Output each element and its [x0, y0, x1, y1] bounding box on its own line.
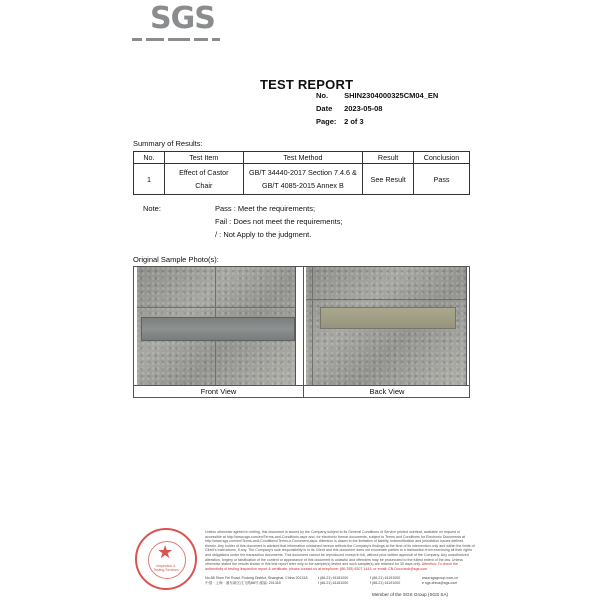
report-date-label: Date — [316, 104, 333, 113]
report-date — [316, 104, 382, 113]
stamp-text: Inspection & Testing Services — [153, 564, 179, 572]
summary-label: Summary of Results: — [133, 139, 203, 148]
front-view-photo — [137, 267, 296, 385]
report-title: TEST REPORT — [260, 77, 354, 92]
back-view-caption: Back View — [369, 387, 405, 396]
web-2: e sgs.china@sgs.com — [422, 581, 458, 585]
attention-text: Attention: To check the authenticity of testing /inspection report & certificate, please contact us at telephone: (86-755) 8307 1443, or email: CN.Doccheck@sgs.com — [205, 562, 458, 571]
phone-block — [318, 576, 368, 586]
cell-test-method — [243, 164, 363, 195]
results-header-row — [134, 152, 470, 164]
fax-2: f (86-21) 61191000 — [370, 581, 401, 585]
address-block — [205, 576, 315, 586]
report-page-value: 2 of 3 — [344, 117, 364, 126]
col-header-test-method: Test Method — [243, 152, 363, 164]
col-header-no: No. — [134, 152, 165, 164]
terms-fine-print — [205, 530, 475, 571]
photo-captions — [134, 385, 469, 399]
terms-text: Unless otherwise agreed in writing, this document is issued by the Company subject to its General Conditions of Service printed overleaf, available on request or accessible at http://www.sgs.com/en/Terms-and-Conditions.aspx and, for electronic format documents, subject to Terms and Conditions for Electronic Documents at http://www.sgs.com/en/Terms-and-Conditions/Terms-e-Document.aspx. Attention is drawn to the limitation of liability, indemnification and jurisdiction issues defined therein. Any holder of this document is advised that information contained hereon reflects the Company's findings at the time of its intervention only and within the limits of Client's instructions, if any. The Company's sole responsibility is to its Client and this document does not exonerate parties to a transaction from exercising all their rights and obligations under the transaction documents. This document cannot be reproduced except in full, without prior written approval of the Company. Any unauthorized alteration, forgery or falsification of the content or appearance of this document is unlawful and offenders may be prosecuted to the fullest extent of the law. Unless otherwise stated the results shown in this test report refer only to the sample(s) tested and such sample(s) are retained for 30 days only. — [205, 530, 475, 567]
star-icon: ★ — [157, 542, 174, 562]
col-header-test-item: Test Item — [164, 152, 243, 164]
cell-test-item — [164, 164, 243, 195]
web-block — [422, 576, 477, 586]
report-date-value: 2023-05-08 — [344, 104, 383, 113]
report-number-value: SHIN2304000325CM04_EN — [344, 91, 439, 100]
note-line-fail: Fail : Does not meet the requirements; — [215, 217, 343, 226]
cell-result: See Result — [363, 164, 414, 195]
report-page — [316, 117, 364, 126]
company-seal-stamp — [135, 528, 197, 590]
note-label: Note: — [143, 204, 161, 213]
sample-plank-front — [141, 317, 295, 341]
results-table — [133, 151, 470, 195]
table-row — [134, 164, 470, 195]
web-1: www.sgsgroup.com.cn — [422, 576, 458, 580]
report-number-label: No. — [316, 91, 329, 100]
cell-conclusion: Pass — [414, 164, 470, 195]
phone-1: t (86-21) 61181000 — [318, 576, 349, 580]
note-line-pass: Pass : Meet the requirements; — [215, 204, 316, 213]
photos-label: Original Sample Photo(s): — [133, 255, 219, 264]
phone-2: t (86-21) 61181000 — [318, 581, 349, 585]
cell-test-method-line1: GB/T 34440-2017 Section 7.4.6 & — [249, 168, 357, 177]
note-line-na: / : Not Apply to the judgment. — [215, 230, 312, 239]
back-view-photo — [306, 267, 467, 385]
cell-test-item-line1: Effect of Castor — [179, 168, 229, 177]
sgs-logo-bars — [132, 38, 232, 44]
col-header-conclusion: Conclusion — [414, 152, 470, 164]
report-page-label: Page: — [316, 117, 337, 126]
cell-no: 1 — [134, 164, 165, 195]
fax-block — [370, 576, 420, 586]
sgs-logo: SGS — [150, 1, 215, 36]
report-number — [316, 91, 438, 100]
member-text: Member of the SGS Group (SGS SA) — [372, 592, 449, 597]
cell-test-method-line2: GB/T 4085-2015 Annex B — [262, 181, 344, 190]
address-cn: 中国 · 上海 · 浦东新区沈飞路88号 邮编: 201318 — [205, 581, 281, 585]
fax-1: f (86-21) 61191000 — [370, 576, 401, 580]
col-header-result: Result — [363, 152, 414, 164]
sample-plank-back — [320, 307, 456, 329]
cell-test-item-line2: Chair — [195, 181, 213, 190]
photos-frame — [133, 266, 470, 398]
address-en: No.88 Shen Fei Road, Pudong District, Shanghai, China 201318 — [205, 576, 308, 580]
front-view-caption: Front View — [200, 387, 237, 396]
